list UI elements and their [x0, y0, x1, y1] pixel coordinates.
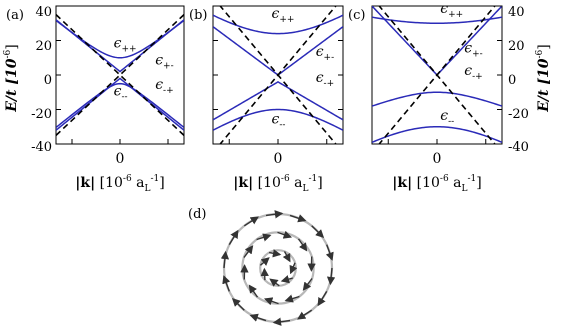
- b-xlabel: |k| [$10^{-6}$ $a_L^{-1}$]: [233, 174, 323, 194]
- panel-b: [189, 0, 343, 194]
- band-label---: $\epsilon_{--}$: [271, 111, 286, 131]
- band-c-mp: [372, 92, 502, 106]
- band-label-+-: $\epsilon_{+-}$: [464, 40, 483, 60]
- a-ylabel: E/t $[10^{-6}]$: [3, 44, 20, 112]
- panel-a-frame: [56, 6, 184, 144]
- band-label-++: $\epsilon_{++}$: [113, 35, 137, 55]
- field-arrow: [264, 269, 265, 280]
- band-label-++: $\epsilon_{++}$: [440, 0, 464, 20]
- c-xtick-0: 0: [432, 151, 442, 167]
- field-arrow: [251, 316, 266, 321]
- field-arrow: [233, 299, 244, 310]
- field-arrow: [330, 268, 332, 284]
- b-xtick-0: 0: [273, 151, 283, 167]
- c-ytick-m40: -40: [508, 140, 529, 155]
- band-label--+: $\epsilon_{-+}$: [315, 69, 335, 89]
- panel-d: [188, 207, 332, 323]
- c-ytick-40: 40: [508, 5, 525, 20]
- field-arrow: [291, 263, 295, 273]
- band-a-d1: [56, 15, 184, 136]
- band-label---: $\epsilon_{--}$: [440, 107, 455, 127]
- panel-a-label: (a): [6, 8, 24, 23]
- c-ylabel: E/t $[10^{-6}]$: [535, 44, 552, 112]
- field-arrow: [312, 226, 323, 237]
- field-arrow: [298, 310, 312, 319]
- panel-c-label: (c): [348, 8, 366, 23]
- panel-c: [348, 0, 552, 194]
- a-ytick-20: 20: [35, 39, 52, 54]
- a-xtick-0: 0: [115, 151, 125, 167]
- field-arrow: [229, 231, 237, 245]
- band-label-++: $\epsilon_{++}$: [271, 6, 295, 26]
- band-label-+-: $\epsilon_{+-}$: [155, 52, 174, 72]
- c-ytick-20: 20: [508, 39, 525, 54]
- field-arrow: [327, 245, 332, 260]
- field-arrow: [244, 217, 257, 226]
- panel-a: [3, 5, 184, 194]
- band-c-pm: [372, 6, 502, 75]
- c-ytick-m20: -20: [508, 107, 529, 122]
- c-ytick-0: 0: [508, 73, 517, 88]
- panel-c-yticks: [508, 5, 529, 155]
- c-xlabel: |k| [$10^{-6}$ $a_L^{-1}$]: [392, 174, 482, 194]
- band-label--+: $\epsilon_{-+}$: [155, 76, 174, 96]
- field-arrow: [290, 215, 305, 220]
- field-arrow: [318, 291, 326, 305]
- panel-b-label: (b): [189, 8, 208, 23]
- a-ytick-0: 0: [43, 73, 52, 88]
- a-ytick-40: 40: [35, 5, 52, 20]
- panel-a-yticks: [31, 5, 52, 155]
- a-xlabel: |k| [$10^{-6}$ $a_L^{-1}$]: [75, 174, 165, 194]
- field-arrow: [224, 276, 229, 291]
- band-label-+-: $\epsilon_{+-}$: [315, 44, 335, 64]
- orbit-circle: [242, 232, 313, 303]
- band-label--+: $\epsilon_{-+}$: [464, 63, 483, 82]
- orbit-circle: [260, 250, 296, 286]
- field-arrow: [269, 253, 280, 255]
- panel-d-label: (d): [188, 207, 207, 222]
- field-arrow: [224, 252, 226, 268]
- band-a-d2: [56, 15, 184, 136]
- a-ytick-m40: -40: [31, 140, 52, 155]
- band-label---: $\epsilon_{--}$: [113, 83, 128, 103]
- a-ytick-m20: -20: [31, 107, 52, 122]
